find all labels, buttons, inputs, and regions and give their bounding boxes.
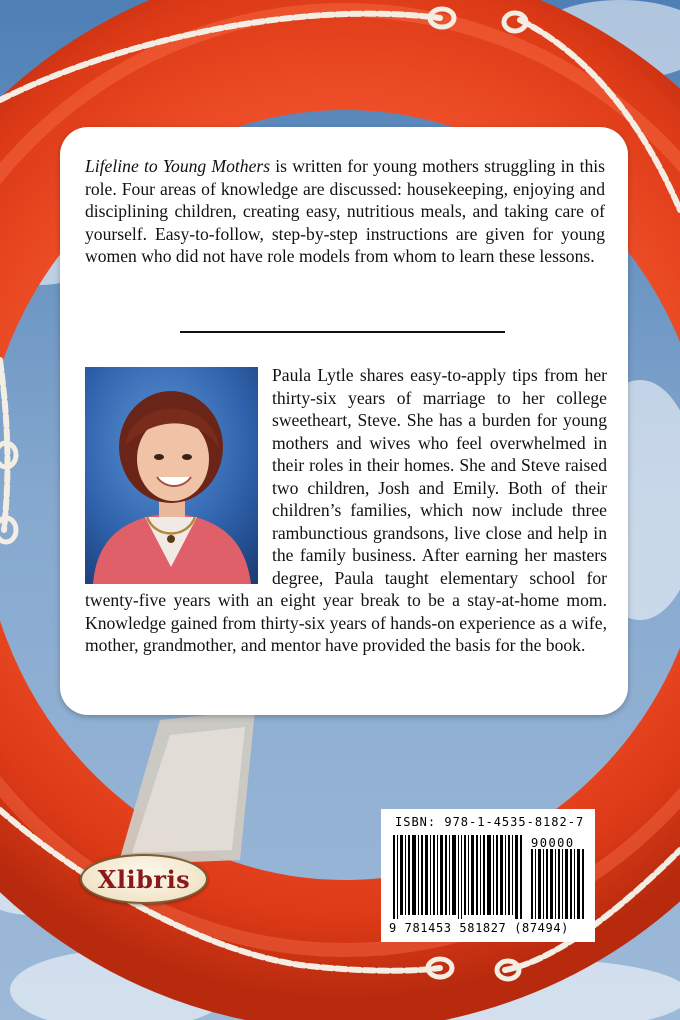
book-description-text: is written for young mothers struggling in this role. Four areas of knowledge are discussed: housekeeping, enjoying and disciplining children, creating easy, nutritious meals, and taking care of yourself. Easy-to-follow, step-by-step instructions are given for young women who did not have role models from whom to learn these lessons.: [85, 156, 605, 266]
isbn-label: ISBN: 978-1-4535-8182-7: [395, 815, 585, 829]
xlibris-logo: [80, 854, 208, 904]
isbn-barcode: [381, 809, 595, 942]
author-bio-text: Paula Lytle shares easy-to-apply tips from her thirty-six years of marriage to her college sweetheart, Steve. She has a burden for young mothers and wives who feel overwhelmed in their roles in their homes. She and Steve raised two children, Josh and Emily. Both of their children’s families, which now include three rambunctious grandsons, live close and help in the family business. After earning her masters degree, Paula taught elementary school for twenty-five years with an eight year break to be a stay-at-home mom. Knowledge gained from thirty-six years of hands-on experience as a wife, mother, grandmother, and mentor have provided the basis for the book.: [85, 365, 607, 655]
book-title: Lifeline to Young Mothers: [85, 156, 271, 176]
barcode-digits: 9 781453 581827 (87494): [389, 921, 569, 935]
xlibris-logo-text: Xlibris: [97, 864, 191, 894]
divider-line: [180, 331, 505, 333]
price-addon-digits: 90000: [531, 836, 575, 850]
author-bio: [85, 364, 607, 657]
book-description: [85, 155, 605, 268]
photo-space: [85, 364, 258, 582]
